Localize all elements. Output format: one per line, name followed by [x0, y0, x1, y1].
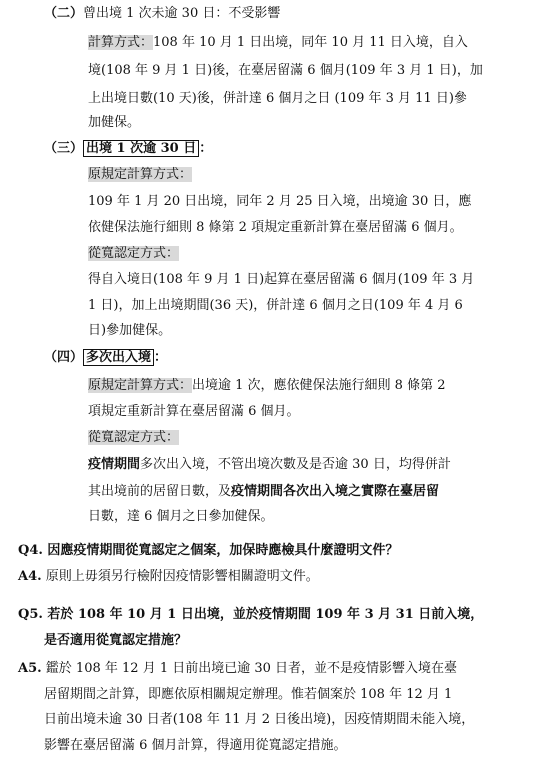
section-2-line-3: 上出境日數(10 天)後，併計達 6 個月之日 (109 年 3 月 11 日)參 [88, 91, 467, 106]
q5-question-line-1: Q5. 若於 108 年 10 月 1 日出境，並於疫情期間 109 年 3 月 31 日前入境， [18, 607, 484, 622]
section-4-relax-text-1: 多次出入境，不管出境次數及是否逾 30 日，均得併計 [140, 457, 451, 472]
q4-answer-text: 原則上毋須另行檢附因疫情影響相關證明文件。 [41, 569, 319, 584]
q4-answer-label: A4. [18, 569, 42, 584]
section-3-orig-line-1: 109 年 1 月 20 日出境，同年 2 月 25 日入境，出境逾 30 日，應 [88, 194, 472, 209]
section-4-relax-label: 從寬認定方式： [88, 430, 180, 445]
section-3-orig-label: 原規定計算方式： [88, 167, 193, 182]
section-3-marker: （三） [44, 141, 84, 156]
section-2-method-label: 計算方式： [88, 35, 154, 50]
section-4-relax-line-3: 日數，達 6 個月之日參加健保。 [88, 509, 274, 524]
section-4-relax-line-2 [88, 482, 439, 502]
section-4-orig-line-1 [88, 376, 446, 396]
section-4-relax-bold-1: 疫情期間 [88, 457, 141, 472]
section-4-relax-bold-2: 疫情期間各次出入境之實際在臺居留 [231, 484, 440, 499]
section-3-orig-label-line [88, 165, 192, 185]
q5-answer-line-3: 日前出境未逾 30 日者(108 年 11 月 2 日後出境)，因疫情期間未能入境， [44, 712, 475, 727]
q4-question: Q4. 因應疫情期間從寬認定之個案，加保時應檢具什麼證明文件？ [18, 543, 399, 558]
section-2-title: 曾出境 1 次未逾 30 日：不受影響 [83, 6, 281, 21]
q5-answer-line-1 [18, 659, 457, 679]
q5-answer-line-2: 居留期間之計算，即應依原相關規定辦理。惟若個案於 108 年 12 月 1 [44, 687, 453, 702]
section-4-relax-text-2: 其出境前的居留日數，及 [88, 484, 232, 499]
section-4-orig-line-2: 項規定重新計算在臺居留滿 6 個月。 [88, 404, 300, 419]
section-4-colon: ： [154, 350, 168, 365]
section-4-orig-label: 原規定計算方式： [88, 378, 193, 393]
section-2-marker: （二） [44, 6, 84, 21]
section-3-relax-label-line [88, 244, 179, 264]
section-3-relax-label: 從寬認定方式： [88, 246, 180, 261]
section-2-text-1: 108 年 10 月 1 日出境，同年 10 月 11 日入境，自入 [153, 35, 468, 50]
section-2-line-4: 加健保。 [88, 115, 141, 130]
section-3-relax-line-3: 日)參加健保。 [88, 323, 172, 338]
q5-answer-label: A5. [18, 661, 42, 676]
section-3-colon: ： [199, 141, 213, 156]
q4-answer [18, 567, 319, 587]
section-3-relax-line-1: 得自入境日(108 年 9 月 1 日)起算在臺居留滿 6 個月(109 年 3 月 [88, 272, 475, 287]
section-4-orig-text-1: 出境逾 1 次，應依健保法施行細則 8 條第 2 [192, 378, 446, 393]
section-4-marker: （四） [44, 350, 84, 365]
q5-question-line-2: 是否適用從寬認定措施？ [44, 633, 188, 648]
q5-answer-line-4: 影響在臺居留滿 6 個月計算，得適用從寬認定措施。 [44, 738, 347, 753]
section-4-heading [44, 348, 167, 368]
section-2-line-2: 境(108 年 9 月 1 日)後，在臺居留滿 6 個月(109 年 3 月 1 日)，加 [88, 63, 483, 78]
section-4-relax-line-1 [88, 455, 451, 475]
section-3-title: 出境 1 次逾 30 日 [83, 140, 199, 157]
q5-answer-text-1: 鑑於 108 年 12 月 1 日前出境已逾 30 日者，並不是疫情影響入境在臺 [41, 661, 458, 676]
section-2-heading [44, 4, 280, 24]
section-3-heading [44, 139, 212, 159]
section-3-orig-line-2: 依健保法施行細則 8 條第 2 項規定重新計算在臺居留滿 6 個月。 [88, 220, 463, 235]
section-4-relax-label-line [88, 428, 179, 448]
section-3-relax-line-2: 1 日)，加上出境期間(36 天)，併計達 6 個月之日(109 年 4 月 6 [88, 298, 463, 313]
section-2-line-1 [88, 33, 468, 53]
section-4-title: 多次出入境 [83, 349, 154, 366]
